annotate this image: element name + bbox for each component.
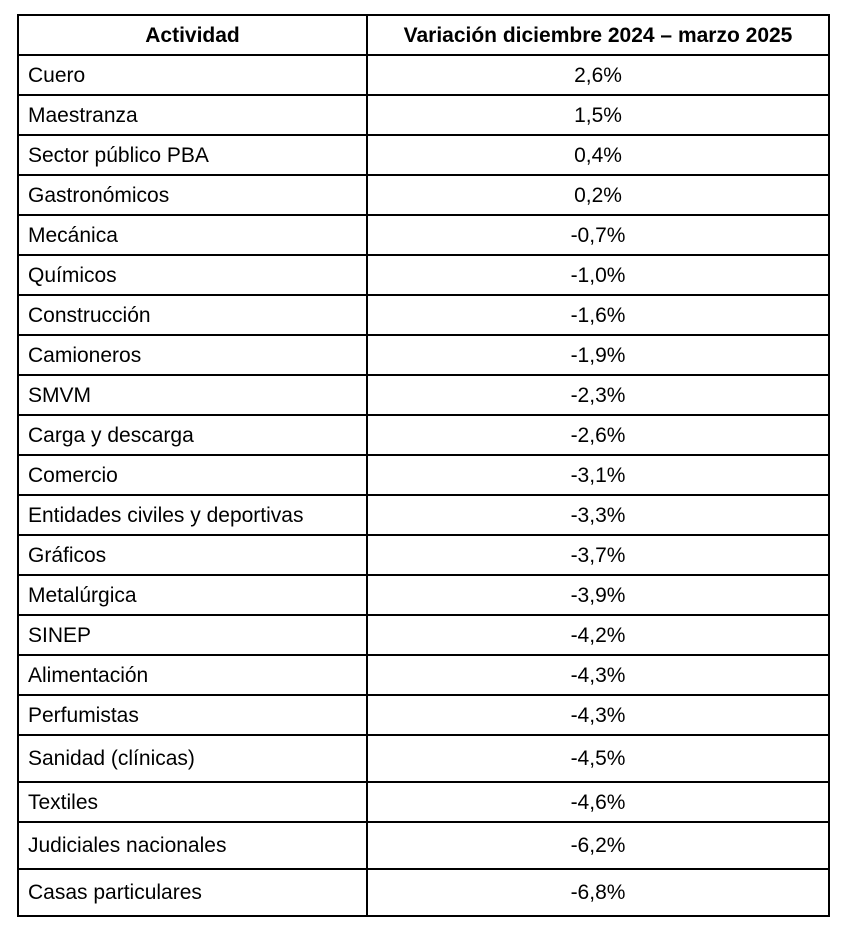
- row-variacion: -3,7%: [367, 535, 829, 575]
- table-row: [18, 695, 829, 735]
- row-actividad: Casas particulares: [18, 869, 367, 916]
- row-actividad: Sector público PBA: [18, 135, 367, 175]
- row-actividad: Gráficos: [18, 535, 367, 575]
- table-row: [18, 869, 829, 916]
- row-variacion: -1,6%: [367, 295, 829, 335]
- row-variacion: -4,5%: [367, 735, 829, 782]
- row-variacion: -4,2%: [367, 615, 829, 655]
- row-actividad: Sanidad (clínicas): [18, 735, 367, 782]
- row-actividad: Perfumistas: [18, 695, 367, 735]
- row-actividad: Químicos: [18, 255, 367, 295]
- row-variacion: 1,5%: [367, 95, 829, 135]
- table-row: [18, 655, 829, 695]
- table-row: [18, 335, 829, 375]
- row-variacion: -0,7%: [367, 215, 829, 255]
- table-row: [18, 535, 829, 575]
- row-variacion: -4,3%: [367, 695, 829, 735]
- row-variacion: -2,6%: [367, 415, 829, 455]
- row-actividad: Camioneros: [18, 335, 367, 375]
- table-row: [18, 735, 829, 782]
- row-variacion: -6,2%: [367, 822, 829, 869]
- row-variacion: -3,3%: [367, 495, 829, 535]
- row-actividad: Maestranza: [18, 95, 367, 135]
- row-variacion: -4,3%: [367, 655, 829, 695]
- row-actividad: SMVM: [18, 375, 367, 415]
- table-row: [18, 175, 829, 215]
- row-actividad: Gastronómicos: [18, 175, 367, 215]
- table-row: [18, 782, 829, 822]
- header-variacion: Variación diciembre 2024 – marzo 2025: [367, 15, 829, 55]
- row-actividad: Construcción: [18, 295, 367, 335]
- table-row: [18, 255, 829, 295]
- row-actividad: Comercio: [18, 455, 367, 495]
- table-row: [18, 495, 829, 535]
- table-row: [18, 455, 829, 495]
- wage-variation-table: [17, 14, 830, 917]
- row-actividad: Judiciales nacionales: [18, 822, 367, 869]
- row-actividad: Entidades civiles y deportivas: [18, 495, 367, 535]
- header-actividad: Actividad: [18, 15, 367, 55]
- row-variacion: -4,6%: [367, 782, 829, 822]
- row-variacion: -2,3%: [367, 375, 829, 415]
- table-row: [18, 822, 829, 869]
- row-actividad: Cuero: [18, 55, 367, 95]
- table-row: [18, 215, 829, 255]
- table-row: [18, 615, 829, 655]
- row-variacion: -6,8%: [367, 869, 829, 916]
- table-row: [18, 295, 829, 335]
- table-row: [18, 95, 829, 135]
- row-variacion: 0,4%: [367, 135, 829, 175]
- row-actividad: SINEP: [18, 615, 367, 655]
- row-variacion: -3,9%: [367, 575, 829, 615]
- row-actividad: Carga y descarga: [18, 415, 367, 455]
- row-variacion: 2,6%: [367, 55, 829, 95]
- table-header-row: [18, 15, 829, 55]
- row-variacion: -1,0%: [367, 255, 829, 295]
- row-actividad: Alimentación: [18, 655, 367, 695]
- table-row: [18, 575, 829, 615]
- table-row: [18, 135, 829, 175]
- row-variacion: 0,2%: [367, 175, 829, 215]
- table-row: [18, 415, 829, 455]
- row-actividad: Textiles: [18, 782, 367, 822]
- table-row: [18, 55, 829, 95]
- row-variacion: -1,9%: [367, 335, 829, 375]
- row-actividad: Metalúrgica: [18, 575, 367, 615]
- row-actividad: Mecánica: [18, 215, 367, 255]
- row-variacion: -3,1%: [367, 455, 829, 495]
- table-row: [18, 375, 829, 415]
